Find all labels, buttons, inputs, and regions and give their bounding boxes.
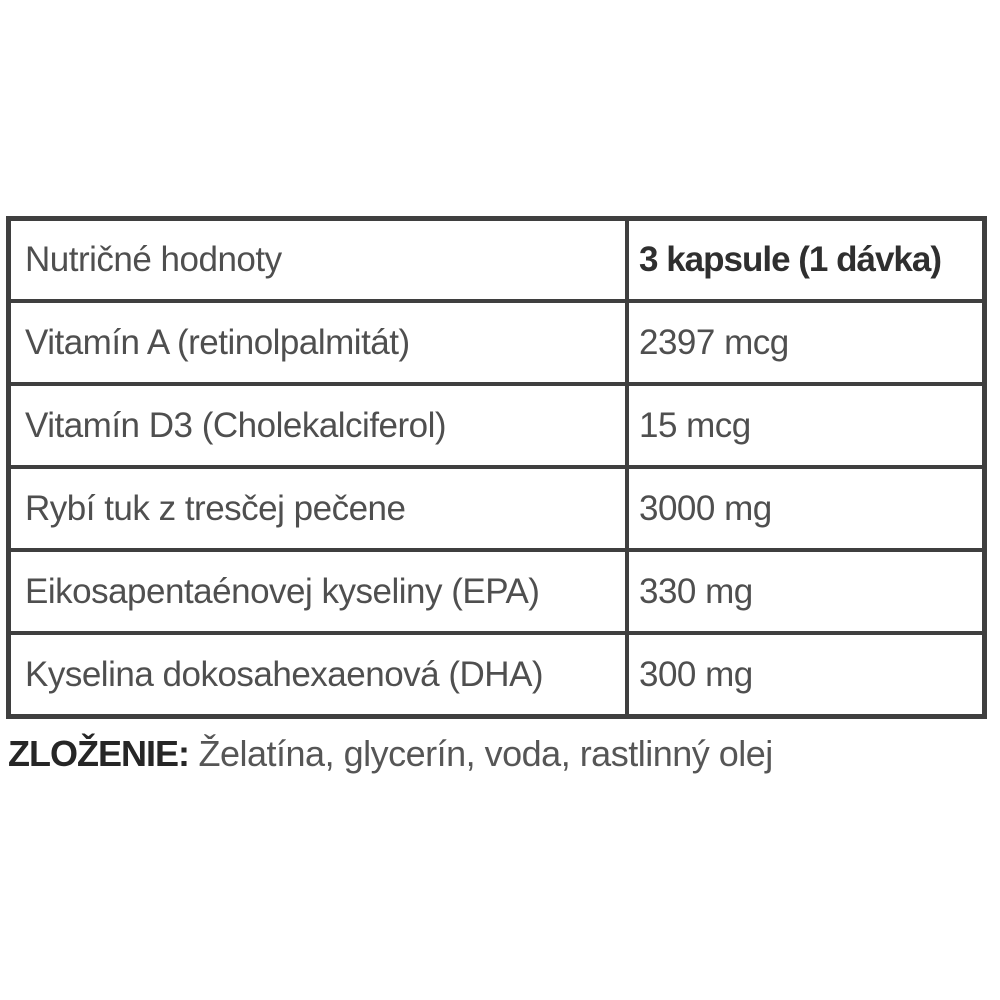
table-header-name: Nutričné hodnoty bbox=[9, 219, 628, 302]
table-row bbox=[9, 633, 985, 717]
nutrient-name: Rybí tuk z tresčej pečene bbox=[9, 467, 628, 550]
nutrient-value: 330 mg bbox=[627, 550, 985, 633]
table-header-serving: 3 kapsule (1 dávka) bbox=[627, 219, 985, 302]
table-row bbox=[9, 301, 985, 384]
nutrition-table bbox=[6, 216, 987, 719]
nutrient-name: Vitamín D3 (Cholekalciferol) bbox=[9, 384, 628, 467]
table-row bbox=[9, 467, 985, 550]
table-row bbox=[9, 550, 985, 633]
composition-line bbox=[8, 733, 773, 775]
composition-text: Želatína, glycerín, voda, rastlinný olej bbox=[188, 733, 773, 774]
table-row bbox=[9, 384, 985, 467]
nutrient-value: 2397 mcg bbox=[627, 301, 985, 384]
table-header-row bbox=[9, 219, 985, 302]
composition-label: ZLOŽENIE: bbox=[8, 733, 189, 774]
nutrient-name: Eikosapentaénovej kyseliny (EPA) bbox=[9, 550, 628, 633]
nutrient-name: Vitamín A (retinolpalmitát) bbox=[9, 301, 628, 384]
nutrient-value: 3000 mg bbox=[627, 467, 985, 550]
nutrient-value: 15 mcg bbox=[627, 384, 985, 467]
nutrient-value: 300 mg bbox=[627, 633, 985, 717]
nutrient-name: Kyselina dokosahexaenová (DHA) bbox=[9, 633, 628, 717]
